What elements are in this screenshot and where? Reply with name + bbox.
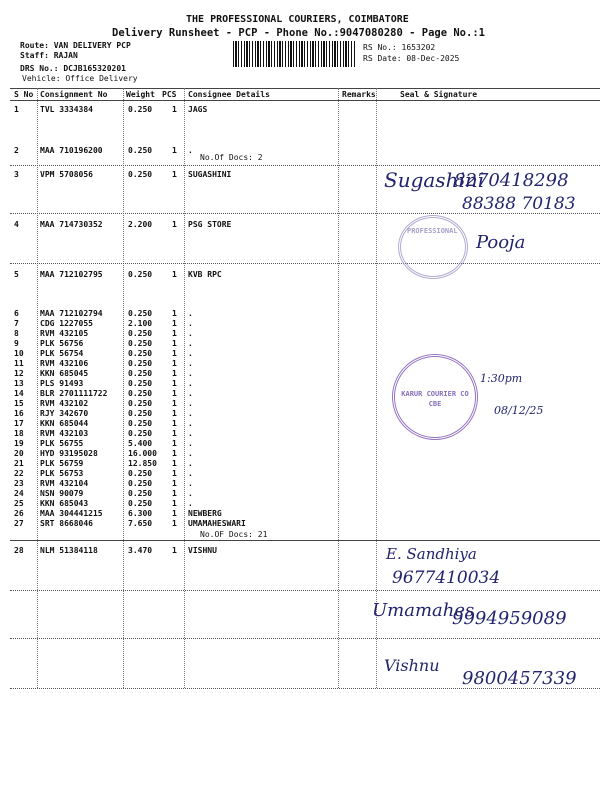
cell-sno: 19 [14, 439, 24, 448]
cell-cons: RJY 342670 [40, 409, 89, 418]
docs-count: No.OF Docs: 21 [200, 530, 268, 539]
cell-cons: RVM 432103 [40, 429, 89, 438]
cell-consignee: . [188, 469, 193, 478]
cell-cons: KKN 685044 [40, 419, 89, 428]
col-separator [37, 88, 38, 688]
drs-number: DRS No.: DCJB165320201 [20, 64, 126, 73]
cell-consignee: . [188, 369, 193, 378]
cell-cons: PLK 56754 [40, 349, 84, 358]
cell-wt: 12.850 [128, 459, 157, 468]
cell-pcs: 1 [172, 220, 177, 229]
cell-wt: 0.250 [128, 469, 153, 478]
cell-cons: KKN 685043 [40, 499, 89, 508]
cell-wt: 0.250 [128, 479, 153, 488]
cell-cons: PLS 91493 [40, 379, 84, 388]
cell-sno: 27 [14, 519, 24, 528]
cell-wt: 0.250 [128, 359, 153, 368]
cell-sno: 15 [14, 399, 24, 408]
rs-date: RS Date: 08-Dec-2025 [363, 54, 460, 63]
cell-wt: 0.250 [128, 389, 153, 398]
rs-number: RS No.: 1653202 [363, 43, 436, 52]
cell-consignee: NEWBERG [188, 509, 222, 518]
cell-wt: 0.250 [128, 489, 153, 498]
cell-pcs: 1 [172, 270, 177, 279]
cell-consignee: . [188, 429, 193, 438]
cell-sno: 2 [14, 146, 19, 155]
docs-count: No.Of Docs: 2 [200, 153, 263, 162]
cell-cons: BLR 2701111722 [40, 389, 108, 398]
cell-pcs: 1 [172, 369, 177, 378]
row-divider [10, 590, 600, 591]
cell-pcs: 1 [172, 389, 177, 398]
cell-cons: NLM 51384118 [40, 546, 98, 555]
cell-wt: 0.250 [128, 409, 153, 418]
cell-pcs: 1 [172, 459, 177, 468]
cell-consignee: . [188, 489, 193, 498]
cell-pcs: 1 [172, 329, 177, 338]
runsheet-title: Delivery Runsheet - PCP - Phone No.:9047080280 - Page No.:1 [112, 27, 485, 39]
cell-wt: 0.250 [128, 369, 153, 378]
cell-wt: 0.250 [128, 349, 153, 358]
cell-pcs: 1 [172, 439, 177, 448]
cell-cons: PLK 56753 [40, 469, 84, 478]
row-divider [10, 263, 600, 264]
cell-pcs: 1 [172, 309, 177, 318]
cell-consignee: . [188, 459, 193, 468]
cell-consignee: . [188, 329, 193, 338]
cell-cons: KKN 685045 [40, 369, 89, 378]
courier-stamp: KARUR COURIER CO CBE [392, 354, 478, 440]
col-pcs: PCS [162, 90, 177, 99]
cell-consignee: . [188, 146, 193, 155]
cell-pcs: 1 [172, 489, 177, 498]
cell-cons: PLK 56755 [40, 439, 84, 448]
cell-consignee: . [188, 379, 193, 388]
col-weight: Weight [126, 90, 155, 99]
cell-wt: 2.100 [128, 319, 153, 328]
cell-sno: 25 [14, 499, 24, 508]
cell-cons: VPM 5708056 [40, 170, 93, 179]
col-separator [123, 88, 124, 688]
cell-consignee: . [188, 399, 193, 408]
col-sno: S No [14, 90, 34, 99]
cell-wt: 0.250 [128, 270, 153, 279]
cell-sno: 3 [14, 170, 19, 179]
cell-sno: 14 [14, 389, 24, 398]
cell-sno: 8 [14, 329, 19, 338]
cell-sno: 21 [14, 459, 24, 468]
cell-sno: 5 [14, 270, 19, 279]
cell-pcs: 1 [172, 419, 177, 428]
handwritten-date: 08/12/25 [494, 404, 544, 417]
cell-cons: RVM 432102 [40, 399, 89, 408]
cell-sno: 13 [14, 379, 24, 388]
cell-cons: PLK 56759 [40, 459, 84, 468]
cell-sno: 26 [14, 509, 24, 518]
cell-sno: 18 [14, 429, 24, 438]
cell-cons: MAA 712102795 [40, 270, 103, 279]
cell-sno: 12 [14, 369, 24, 378]
cell-wt: 0.250 [128, 429, 153, 438]
col-separator [184, 88, 185, 688]
col-consignment: Consignment No [40, 90, 108, 99]
cell-pcs: 1 [172, 170, 177, 179]
col-remarks: Remarks [342, 90, 376, 99]
cell-sno: 20 [14, 449, 24, 458]
cell-cons: PLK 56756 [40, 339, 84, 348]
cell-sno: 9 [14, 339, 19, 348]
company-stamp: PROFESSIONAL [398, 215, 468, 279]
cell-wt: 0.250 [128, 499, 153, 508]
cell-pcs: 1 [172, 469, 177, 478]
cell-sno: 22 [14, 469, 24, 478]
cell-cons: MAA 304441215 [40, 509, 103, 518]
cell-wt: 0.250 [128, 329, 153, 338]
handwritten-time: 1:30pm [480, 372, 523, 385]
cell-consignee: UMAMAHESWARI [188, 519, 246, 528]
cell-pcs: 1 [172, 105, 177, 114]
cell-wt: 0.250 [128, 379, 153, 388]
staff-label: Staff: RAJAN [20, 51, 78, 60]
cell-sno: 16 [14, 409, 24, 418]
cell-pcs: 1 [172, 379, 177, 388]
cell-wt: 0.250 [128, 339, 153, 348]
col-seal-signature: Seal & Signature [400, 90, 478, 99]
cell-cons: HYD 93195028 [40, 449, 98, 458]
cell-cons: TVL 3334384 [40, 105, 93, 114]
handwritten-phone: 9994959089 [452, 608, 567, 629]
cell-pcs: 1 [172, 359, 177, 368]
cell-sno: 1 [14, 105, 19, 114]
cell-consignee: . [188, 389, 193, 398]
cell-pcs: 1 [172, 429, 177, 438]
cell-wt: 0.250 [128, 146, 153, 155]
cell-consignee: . [188, 309, 193, 318]
signature-row-26: E. Sandhiya [386, 545, 477, 563]
cell-consignee: KVB RPC [188, 270, 222, 279]
cell-cons: SRT 8668046 [40, 519, 93, 528]
cell-cons: RVM 432106 [40, 359, 89, 368]
barcode-image [233, 41, 355, 67]
cell-wt: 6.300 [128, 509, 153, 518]
signature-row-4: Pooja [476, 232, 526, 253]
cell-pcs: 1 [172, 519, 177, 528]
signature-row-28: Vishnu [384, 656, 440, 675]
cell-consignee: . [188, 439, 193, 448]
handwritten-phone: 8270418298 [454, 170, 569, 191]
cell-pcs: 1 [172, 319, 177, 328]
cell-sno: 23 [14, 479, 24, 488]
cell-pcs: 1 [172, 146, 177, 155]
cell-pcs: 1 [172, 546, 177, 555]
cell-consignee: . [188, 499, 193, 508]
cell-pcs: 1 [172, 499, 177, 508]
cell-cons: MAA 710196200 [40, 146, 103, 155]
cell-consignee: . [188, 349, 193, 358]
cell-cons: CDG 1227055 [40, 319, 93, 328]
cell-consignee: . [188, 339, 193, 348]
cell-consignee: . [188, 409, 193, 418]
cell-sno: 17 [14, 419, 24, 428]
vehicle-label: Vehicle: Office Delivery [22, 74, 138, 83]
col-separator [338, 88, 339, 688]
cell-cons: NSN 90079 [40, 489, 84, 498]
handwritten-phone: 9677410034 [392, 568, 501, 588]
cell-wt: 0.250 [128, 105, 153, 114]
cell-sno: 6 [14, 309, 19, 318]
cell-consignee: . [188, 419, 193, 428]
cell-sno: 4 [14, 220, 19, 229]
cell-consignee: . [188, 359, 193, 368]
cell-consignee: JAGS [188, 105, 208, 114]
handwritten-phone: 9800457339 [462, 668, 577, 689]
cell-wt: 3.470 [128, 546, 153, 555]
col-consignee: Consignee Details [188, 90, 270, 99]
cell-wt: 0.250 [128, 419, 153, 428]
cell-wt: 16.000 [128, 449, 157, 458]
cell-consignee: . [188, 319, 193, 328]
handwritten-phone: 88388 70183 [462, 194, 576, 214]
row-divider [10, 540, 600, 541]
cell-cons: RVM 432105 [40, 329, 89, 338]
cell-cons: RVM 432104 [40, 479, 89, 488]
cell-wt: 0.250 [128, 399, 153, 408]
cell-consignee: VISHNU [188, 546, 217, 555]
cell-consignee: PSG STORE [188, 220, 232, 229]
cell-pcs: 1 [172, 349, 177, 358]
cell-pcs: 1 [172, 449, 177, 458]
table-header-border [10, 100, 600, 101]
cell-consignee: . [188, 449, 193, 458]
cell-sno: 11 [14, 359, 24, 368]
cell-consignee: SUGASHINI [188, 170, 232, 179]
table-top-border [10, 88, 600, 89]
cell-sno: 10 [14, 349, 24, 358]
cell-wt: 0.250 [128, 309, 153, 318]
cell-sno: 7 [14, 319, 19, 328]
cell-cons: MAA 712102794 [40, 309, 103, 318]
cell-wt: 2.200 [128, 220, 153, 229]
cell-pcs: 1 [172, 399, 177, 408]
company-name: THE PROFESSIONAL COURIERS, COIMBATORE [186, 14, 409, 25]
cell-wt: 0.250 [128, 170, 153, 179]
cell-consignee: . [188, 479, 193, 488]
cell-pcs: 1 [172, 479, 177, 488]
cell-sno: 24 [14, 489, 24, 498]
cell-wt: 5.400 [128, 439, 153, 448]
row-divider [10, 638, 600, 639]
signature-row-3: Sugashini [384, 168, 485, 192]
cell-cons: MAA 714730352 [40, 220, 103, 229]
cell-wt: 7.650 [128, 519, 153, 528]
col-separator [376, 88, 377, 688]
row-divider [10, 165, 600, 166]
route-label: Route: VAN DELIVERY PCP [20, 41, 131, 50]
cell-pcs: 1 [172, 409, 177, 418]
cell-sno: 28 [14, 546, 24, 555]
signature-row-27: Umamahes [372, 600, 475, 621]
cell-pcs: 1 [172, 509, 177, 518]
cell-pcs: 1 [172, 339, 177, 348]
